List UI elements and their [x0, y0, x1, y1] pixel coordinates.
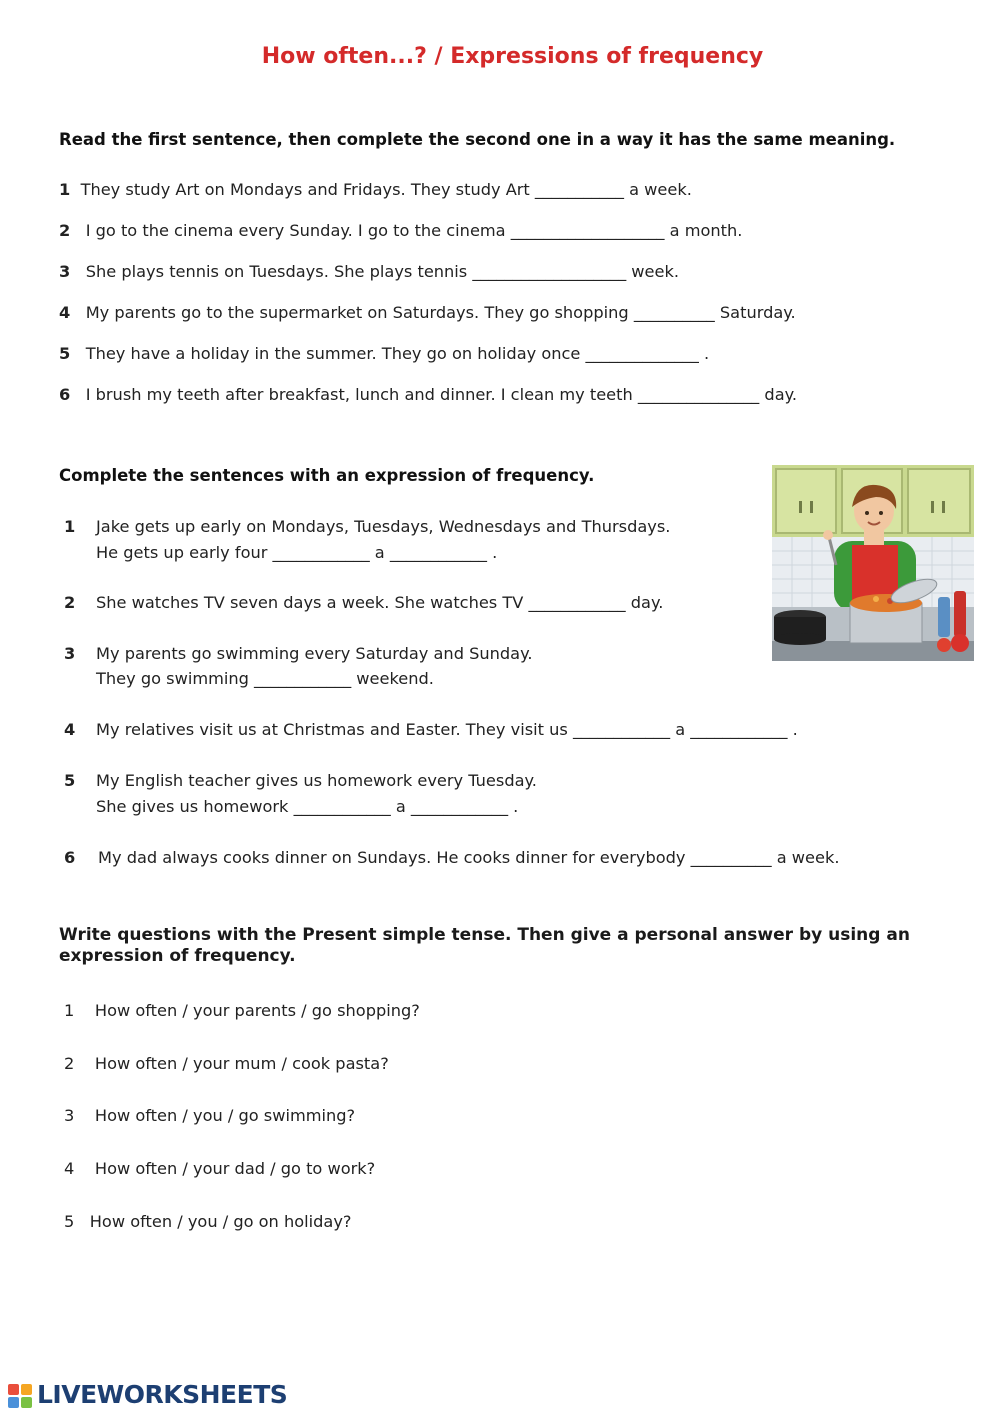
section2-item-line: My relatives visit us at Christmas and Easter. They visit us ____________ a ____________ .: [96, 720, 798, 739]
section1-item: [59, 262, 679, 281]
item-text: How often / you / go swimming?: [94, 1106, 356, 1125]
section1-item: [59, 385, 797, 404]
section2-item-line: She watches TV seven days a week. She watches TV ____________ day.: [96, 593, 664, 612]
item-text: How often / your dad / go to work?: [94, 1159, 376, 1178]
item-number: 1: [59, 180, 71, 199]
logo-text: LIVEWORKSHEETS: [37, 1380, 288, 1409]
item-number: 4: [64, 720, 76, 739]
item-number: 2: [64, 593, 76, 612]
worksheet-title: How often...? / Expressions of frequency: [261, 44, 764, 69]
section2-item-line: He gets up early four ____________ a ____________ .: [96, 543, 498, 562]
item-number: 5: [59, 344, 71, 363]
section3-item: [64, 1212, 352, 1231]
item-text: How often / your parents / go shopping?: [94, 1001, 420, 1020]
boy-cooking-illustration: [772, 465, 974, 661]
item-number: 5: [64, 1212, 75, 1231]
section1-item: [59, 221, 742, 240]
section1-item: [59, 344, 709, 363]
liveworksheets-logo-icon: [8, 1384, 32, 1408]
section2-item-line: They go swimming ____________ weekend.: [96, 669, 434, 688]
section2-item-line: My English teacher gives us homework every Tuesday.: [96, 771, 537, 790]
item-text: My parents go to the supermarket on Saturdays. They go shopping __________ Saturday.: [85, 303, 796, 322]
section2-item-line: Jake gets up early on Mondays, Tuesdays, Wednesdays and Thursdays.: [96, 517, 671, 536]
section3-instruction: Write questions with the Present simple tense. Then give a personal answer by using an expression of frequency.: [59, 925, 910, 966]
item-number: 4: [59, 303, 71, 322]
section3-item: [64, 1054, 389, 1073]
item-number: 6: [59, 385, 71, 404]
section3-item: [64, 1159, 375, 1178]
item-text: They study Art on Mondays and Fridays. They study Art ___________ a week.: [80, 180, 692, 199]
section1-item: [59, 180, 692, 199]
item-text: How often / your mum / cook pasta?: [94, 1054, 389, 1073]
item-number: 1: [64, 1001, 75, 1020]
section3-item: [64, 1106, 355, 1125]
item-number: 3: [64, 1106, 75, 1125]
section2-item-line: She gives us homework ____________ a ____________ .: [96, 797, 519, 816]
section2-item-line: My parents go swimming every Saturday and Sunday.: [96, 644, 533, 663]
item-text: How often / you / go on holiday?: [89, 1212, 352, 1231]
item-number: 3: [64, 644, 76, 663]
section2-item-line: My dad always cooks dinner on Sundays. He cooks dinner for everybody __________ a week.: [98, 848, 840, 867]
item-text: They have a holiday in the summer. They go on holiday once ______________ .: [85, 344, 710, 363]
item-number: 5: [64, 771, 76, 790]
item-number: 1: [64, 517, 76, 536]
section3-item: [64, 1001, 420, 1020]
section1-item: [59, 303, 796, 322]
section2-instruction: Complete the sentences with an expression of frequency.: [59, 466, 595, 485]
item-number: 3: [59, 262, 71, 281]
section1-instruction: Read the first sentence, then complete the second one in a way it has the same meaning.: [59, 130, 896, 149]
item-number: 2: [64, 1054, 75, 1073]
item-text: I brush my teeth after breakfast, lunch and dinner. I clean my teeth _______________ day.: [85, 385, 798, 404]
item-number: 6: [64, 848, 76, 867]
item-text: I go to the cinema every Sunday. I go to the cinema ___________________ a month.: [85, 221, 743, 240]
item-number: 2: [59, 221, 71, 240]
item-text: She plays tennis on Tuesdays. She plays tennis ___________________ week.: [85, 262, 679, 281]
item-number: 4: [64, 1159, 75, 1178]
